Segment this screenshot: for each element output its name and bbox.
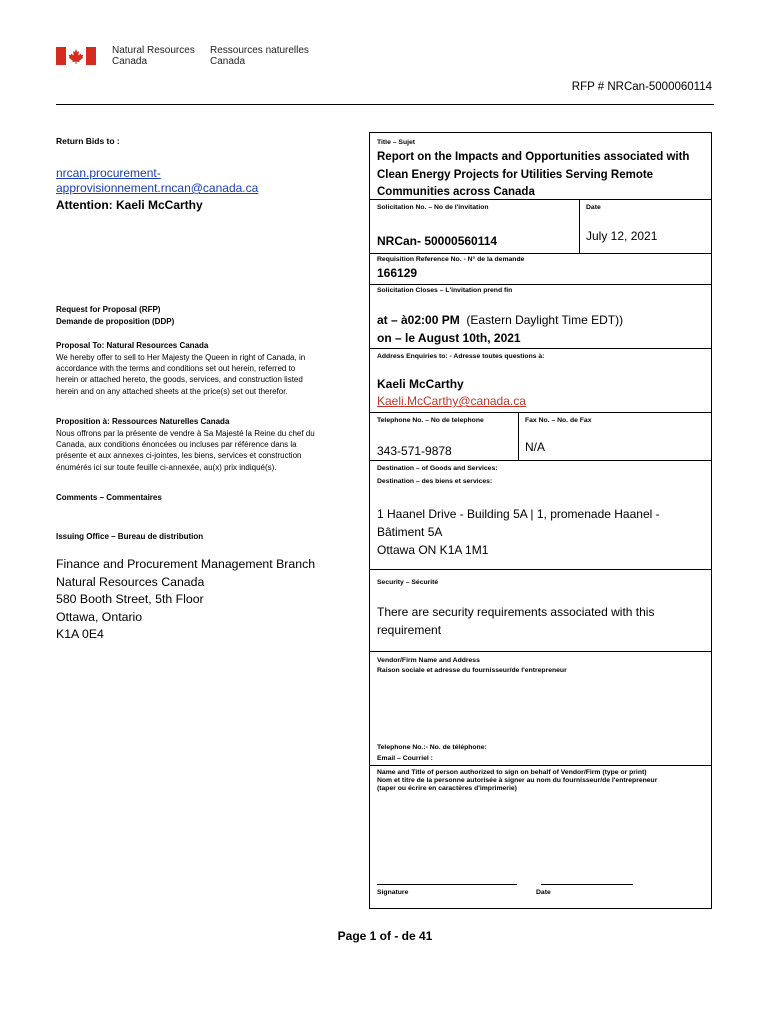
requisition-label: Requisition Reference No. - N° de la demande xyxy=(377,256,525,263)
fax-label: Fax No. – No. de Fax xyxy=(525,417,592,424)
proposition-line: Nous offrons par la présente de vendre à Sa Majesté la Reine du chef du xyxy=(56,429,315,438)
divider xyxy=(370,765,711,766)
return-bids-label: Return Bids to : xyxy=(56,136,120,146)
issuing-office-label: Issuing Office – Bureau de distribution xyxy=(56,532,204,541)
authorized-person-label xyxy=(377,769,709,793)
proposal-line: herein or attached hereto, the goods, services, and construction listed xyxy=(56,375,303,385)
page-number: Page 1 of - de 41 xyxy=(337,929,433,943)
destination-label-en: Destination – of Goods and Services: xyxy=(377,465,498,472)
rfp-label-en: Request for Proposal (RFP) xyxy=(56,305,161,314)
issuing-office-address xyxy=(56,556,315,644)
divider xyxy=(579,199,580,253)
closes-date: on – le August 10th, 2021 xyxy=(377,331,521,345)
authorized-line: Name and Title of person authorized to sign on behalf of Vendor/Firm (type or print) xyxy=(377,769,647,776)
comments-label: Comments – Commentaires xyxy=(56,493,162,502)
header-divider xyxy=(56,104,714,105)
proposal-line: accordance with the terms and conditions set out herein, referred to xyxy=(56,364,296,374)
title-label: Title – Sujet xyxy=(377,139,416,146)
org-en-line2: Canada xyxy=(112,56,148,67)
telephone-label: Telephone No. – No de telephone xyxy=(377,417,484,424)
proposal-line: We hereby offer to sell to Her Majesty the Queen in right of Canada, in xyxy=(56,353,306,362)
contact-name: Kaeli McCarthy xyxy=(377,377,464,391)
org-en-line1: Natural Resources xyxy=(112,45,195,56)
destination-line: Ottawa ON K1A 1M1 xyxy=(377,543,489,557)
divider xyxy=(370,569,711,570)
org-name-french xyxy=(210,45,309,67)
divider xyxy=(518,412,519,460)
address-line: K1A 0E4 xyxy=(56,627,104,642)
security-text xyxy=(377,603,654,639)
vendor-email-label: Email – Courriel : xyxy=(377,755,433,762)
proposal-line: herein and on any attached sheets at the price(s) set out therefor. xyxy=(56,386,288,396)
proposition-line: Canada, aux conditions énoncées ou incluses par référence dans la xyxy=(56,440,297,450)
signature-line xyxy=(377,884,517,885)
attention-line: Attention: Kaeli McCarthy xyxy=(56,198,203,212)
proposal-to-text xyxy=(56,352,356,397)
org-name-english xyxy=(112,45,195,67)
rfp-label-fr: Demande de proposition (DDP) xyxy=(56,317,175,326)
security-label: Security – Sécurité xyxy=(377,579,439,586)
divider xyxy=(370,253,711,254)
authorized-line: (taper ou écrire en caractères d'imprimerie) xyxy=(377,785,517,792)
destination-address xyxy=(377,505,660,559)
contact-email[interactable]: Kaeli.McCarthy@canada.ca xyxy=(377,394,526,408)
telephone-value: 343-571-9878 xyxy=(377,444,452,458)
address-line: Ottawa, Ontario xyxy=(56,609,143,624)
solicitation-title: Report on the Impacts and Opportunities associated with Clean Energy Projects for Utilities Serving Remote Communities across Canada xyxy=(377,151,690,198)
closes-label: Solicitation Closes – L'invitation prend fin xyxy=(377,287,513,294)
address-line: 580 Booth Street, 5th Floor xyxy=(56,592,204,607)
rfp-number: RFP # NRCan-5000060114 xyxy=(571,81,712,93)
security-line: There are security requirements associated with this xyxy=(377,605,655,619)
return-email-line1[interactable]: nrcan.procurement- xyxy=(56,166,161,180)
enquiries-label: Address Enquiries to: - Adresse toutes questions à: xyxy=(377,353,545,360)
proposition-line: présente et aux annexes ci-jointes, les biens, services et construction xyxy=(56,451,302,461)
closes-time-zone: (Eastern Daylight Time EDT)) xyxy=(466,313,624,327)
canada-flag-icon xyxy=(56,47,96,65)
proposition-heading: Proposition à: Ressources Naturelles Canada xyxy=(56,417,230,426)
divider xyxy=(370,412,711,413)
org-fr-line2: Canada xyxy=(210,56,246,67)
solicitation-date: July 12, 2021 xyxy=(586,229,658,243)
closes-time-bold: at – à02:00 PM xyxy=(377,313,460,327)
closes-time xyxy=(377,313,623,327)
security-line: requirement xyxy=(377,623,442,637)
proposition-line: énumérés ici sur toute feuille ci-annexée, au(x) prix indiqué(s). xyxy=(56,462,277,472)
authorized-line: Nom et titre de la personne autorisée à signer au nom du fournisseur/de l'entrepreneur xyxy=(377,777,658,784)
divider xyxy=(370,348,711,349)
divider xyxy=(370,199,711,200)
address-line: Finance and Procurement Management Branch xyxy=(56,557,316,571)
divider xyxy=(370,460,711,461)
date-line xyxy=(541,884,633,885)
proposal-to-heading: Proposal To: Natural Resources Canada xyxy=(56,341,209,350)
divider xyxy=(370,651,711,652)
vendor-telephone-label: Telephone No.:- No. de téléphone: xyxy=(377,744,487,751)
divider xyxy=(370,284,711,285)
destination-line: 1 Haanel Drive - Building 5A | 1, promenade Haanel - xyxy=(377,507,660,521)
solicitation-no: NRCan- 50000560114 xyxy=(377,234,498,248)
destination-label-fr: Destination – des biens et services: xyxy=(377,478,493,485)
solicitation-no-label: Solicitation No. – No de l'invitation xyxy=(377,204,489,211)
solicitation-box xyxy=(369,132,712,909)
vendor-label-en: Vendor/Firm Name and Address xyxy=(377,657,480,664)
signature-label: Signature xyxy=(377,889,409,896)
return-email-line2[interactable]: approvisionnement.rncan@canada.ca xyxy=(56,181,259,195)
fax-value: N/A xyxy=(525,440,546,454)
date-label: Date xyxy=(586,204,601,211)
org-fr-line1: Ressources naturelles xyxy=(210,45,309,56)
signature-date-label: Date xyxy=(536,889,551,896)
requisition-no: 166129 xyxy=(377,266,418,280)
vendor-label-fr: Raison sociale et adresse du fournisseur/de l'entrepreneur xyxy=(377,667,567,674)
proposition-text xyxy=(56,428,361,473)
address-line: Natural Resources Canada xyxy=(56,574,205,589)
destination-line: Bâtiment 5A xyxy=(377,525,443,539)
